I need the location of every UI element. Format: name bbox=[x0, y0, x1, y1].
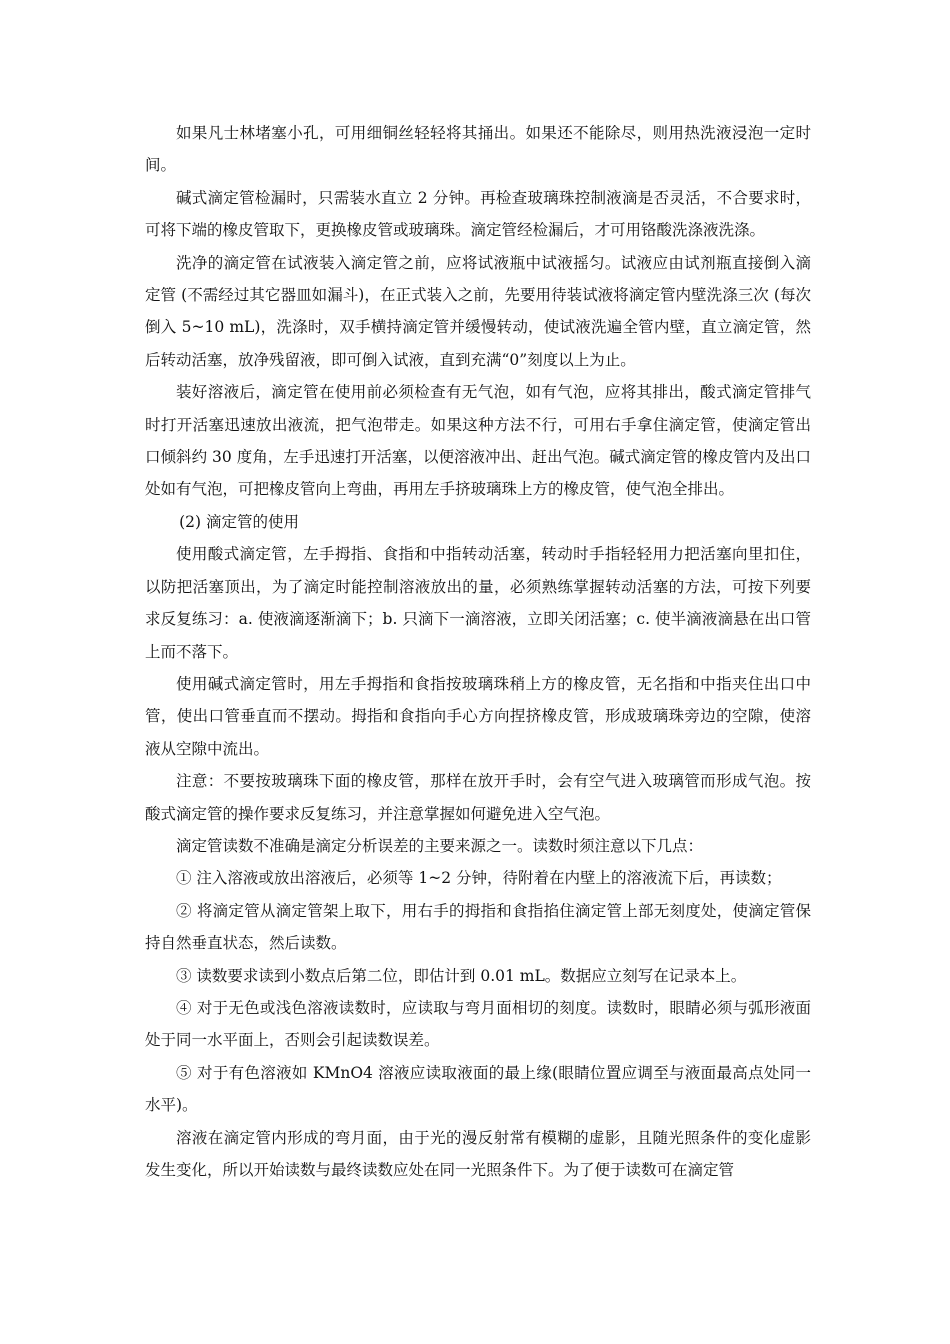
paragraph-caution: 注意：不要按玻璃珠下面的橡皮管，那样在放开手时，会有空气进入玻璃管而形成气泡。按酸式滴定管的操作要求反复练习，并注意掌握如何避免进入空气泡。 bbox=[145, 772, 811, 823]
paragraph-meniscus: 溶液在滴定管内形成的弯月面，由于光的漫反射常有模糊的虚影，且随光照条件的变化虚影发生变化，所以开始读数与最终读数应处在同一光照条件下。为了便于读数可在滴定管 bbox=[145, 1128, 811, 1179]
paragraph-reading-intro: 滴定管读数不准确是滴定分析误差的主要来源之一。读数时须注意以下几点： bbox=[176, 836, 704, 855]
paragraph-unclog-hole: 如果凡士林堵塞小孔，可用细铜丝轻轻将其捅出。如果还不能除尽，则用热洗液浸泡一定时间。 bbox=[145, 124, 811, 175]
document-body bbox=[145, 117, 811, 1186]
list-item-reading-4: ④ 对于无色或浅色溶液读数时，应读取与弯月面相切的刻度。读数时，眼睛必须与弧形液面处于同一水平面上，否则会引起读数误差。 bbox=[145, 998, 811, 1050]
paragraph-rinse-and-fill: 洗净的滴定管在试液装入滴定管之前，应将试液瓶中试液摇匀。试液应由试剂瓶直接倒入滴定管 (不需经过其它器皿如漏斗)，在正式装入之前，先要用待装试液将滴定管内壁洗涤三次 (每次倒入 5~10 mL)，洗涤时，双手横持滴定管并缓慢转动，使试液洗遍全管内壁，直立滴定管，然后转动活塞，放净残留液，即可倒入试液，直到充满“0”刻度以上为止。 bbox=[145, 253, 811, 369]
section-heading: (2) 滴定管的使用 bbox=[179, 512, 299, 531]
paragraph-base-burette-usage: 使用碱式滴定管时，用左手拇指和食指按玻璃珠稍上方的橡皮管，无名指和中指夹住出口中管，使出口管垂直而不摆动。拇指和食指向手心方向捏挤橡皮管，形成玻璃珠旁边的空隙，使溶液从空隙中流出。 bbox=[145, 674, 811, 758]
list-item-reading-1: ① 注入溶液或放出溶液后，必须等 1~2 分钟，待附着在内壁上的溶液流下后，再读数； bbox=[176, 869, 782, 888]
list-item-reading-5: ⑤ 对于有色溶液如 KMnO4 溶液应读取液面的最上缘(眼睛位置应调至与液面最高点处同一水平)。 bbox=[145, 1063, 811, 1115]
list-item-reading-3: ③ 读数要求读到小数点后第二位，即估计到 0.01 mL。数据应立刻写在记录本上。 bbox=[176, 966, 747, 985]
paragraph-acid-burette-usage: 使用酸式滴定管，左手拇指、食指和中指转动活塞，转动时手指轻轻用力把活塞向里扣住，以防把活塞顶出，为了滴定时能控制溶液放出的量，必须熟练掌握转动活塞的方法，可按下列要求反复练习：a. 使液滴逐渐滴下；b. 只滴下一滴溶液，立即关闭活塞；c. 使半滴液滴悬在出口管上而不落下。 bbox=[145, 545, 811, 661]
paragraph-base-burette-leak-check: 碱式滴定管检漏时，只需装水直立 2 分钟。再检查玻璃珠控制液滴是否灵活，不合要求时，可将下端的橡皮管取下，更换橡皮管或玻璃珠。滴定管经检漏后，才可用铬酸洗涤液洗涤。 bbox=[145, 188, 811, 240]
paragraph-remove-bubbles: 装好溶液后，滴定管在使用前必须检查有无气泡，如有气泡，应将其排出，酸式滴定管排气时打开活塞迅速放出液流，把气泡带走。如果这种方法不行，可用右手拿住滴定管，使滴定管出口倾斜约 30 度角，左手迅速打开活塞，以便溶液冲出、赶出气泡。碱式滴定管的橡皮管内及出口处如有气泡，可把橡皮管向上弯曲，再用左手挤玻璃珠上方的橡皮管，使气泡全排出。 bbox=[145, 383, 811, 499]
list-item-reading-2: ② 将滴定管从滴定管架上取下，用右手的拇指和食指掐住滴定管上部无刻度处，使滴定管保持自然垂直状态，然后读数。 bbox=[145, 901, 811, 953]
